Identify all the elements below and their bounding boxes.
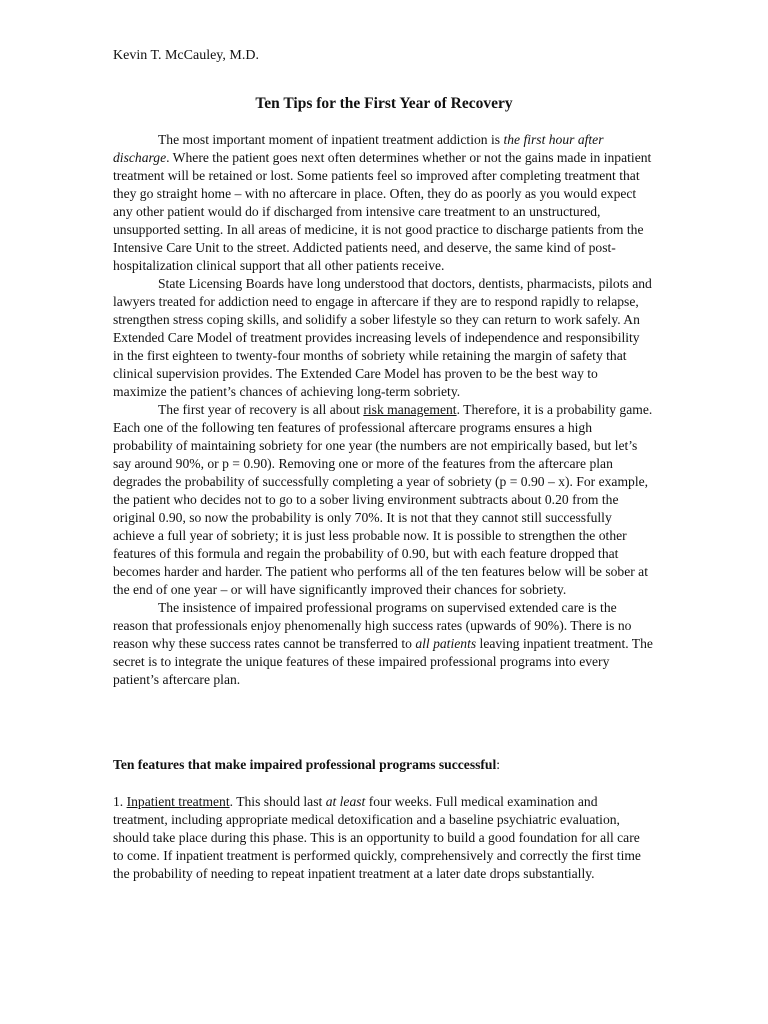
paragraph-1-text-a: The most important moment of inpatient treatment addiction is (158, 132, 504, 147)
paragraph-3-text-b: . Therefore, it is a probability game. Each one of the following ten features of professional aftercare programs ensures a high probability of maintaining sobriety for one year (the numbers are not empirically based, but let’s say around 90%, or p = 0.90). Removing one or more of the features from the aftercare plan degrades the probability of successfully completing a year of sobriety (p = 0.90 – x). For example, the patient who decides not to go to a sober living environment subtracts about 0.20 from the original 0.90, so now the probability is only 70%. It is not that they cannot still successfully achieve a full year of sobriety; it is just less probable now. It is possible to strengthen the other features of this formula and regain the probability of 0.90, but with each feature dropped that becomes harder and harder. The patient who performs all of the ten features below will be sober at the end of one year – or will have significantly improved their chances for sobriety. (113, 402, 653, 597)
feature-1-text-a: . This should last (229, 794, 326, 809)
feature-1-number: 1. (113, 794, 127, 809)
body-text (113, 131, 653, 689)
feature-1-emphasis: at least (325, 794, 366, 809)
paragraph-1 (113, 131, 653, 275)
paragraph-4-text-a: The insistence of impaired professional programs on supervised extended care is the reason that professionals enjoy phenomenally high success rates (upwards of 90%). There is no reason why these success rates cannot be transferred to (113, 600, 632, 651)
paragraph-3-text-a: The first year of recovery is all about (158, 402, 364, 417)
paragraph-2: State Licensing Boards have long understood that doctors, dentists, pharmacists, pilots and lawyers treated for addiction need to engage in aftercare if they are to respond rapidly to relapse, strengthen stress coping skills, and solidify a sober lifestyle so they can return to work safely. An Extended Care Model of treatment provides increasing levels of independence and responsibility in the first eighteen to twenty-four months of sobriety while retaining the margin of safety that clinical supervision provides. The Extended Care Model has proven to be the best way to maximize the patient’s chances of achieving long-term sobriety. (113, 276, 652, 399)
section-heading-bold: Ten features that make impaired professional programs successful (113, 757, 497, 772)
section-heading-colon: : (496, 757, 501, 772)
paragraph-3-underline: risk management (363, 402, 457, 417)
author-name: Kevin T. McCauley, M.D. (113, 48, 259, 63)
feature-item-1 (113, 793, 653, 883)
paragraph-3 (113, 401, 653, 599)
section-heading (113, 756, 653, 774)
feature-1-text-b: four weeks. Full medical examination and treatment, including appropriate medical detoxification and a baseline psychiatric evaluation, should take place during this phase. This is an opportunity to build a good foundation for all care to come. If inpatient treatment is performed quickly, comprehensively and correctly the first time the probability of needing to repeat inpatient treatment at a later date drops substantially. (113, 794, 641, 881)
paragraph-4-text-b: leaving inpatient treatment. The secret is to integrate the unique features of these impaired professional programs into every patient’s aftercare plan. (113, 636, 653, 687)
document-title: Ten Tips for the First Year of Recovery (255, 95, 513, 112)
paragraph-4-emphasis: all patients (415, 636, 477, 651)
paragraph-1-text-b: . Where the patient goes next often determines whether or not the gains made in inpatient treatment will be retained or lost. Some patients feel so improved after completing treatment that they go straight home – with no aftercare in place. Often, they do as poorly as you would expect any other patient would do if discharged from intensive care treatment to an unstructured, unsupported setting. In all areas of medicine, it is not good practice to discharge patients from the Intensive Care Unit to the street. Addicted patients need, and deserve, the same kind of post-hospitalization clinical support that all other patients receive. (113, 150, 652, 273)
paragraph-4 (113, 599, 653, 689)
paragraph-1-emphasis: the first hour after discharge (113, 132, 604, 165)
feature-1-title: Inpatient treatment (126, 794, 230, 809)
